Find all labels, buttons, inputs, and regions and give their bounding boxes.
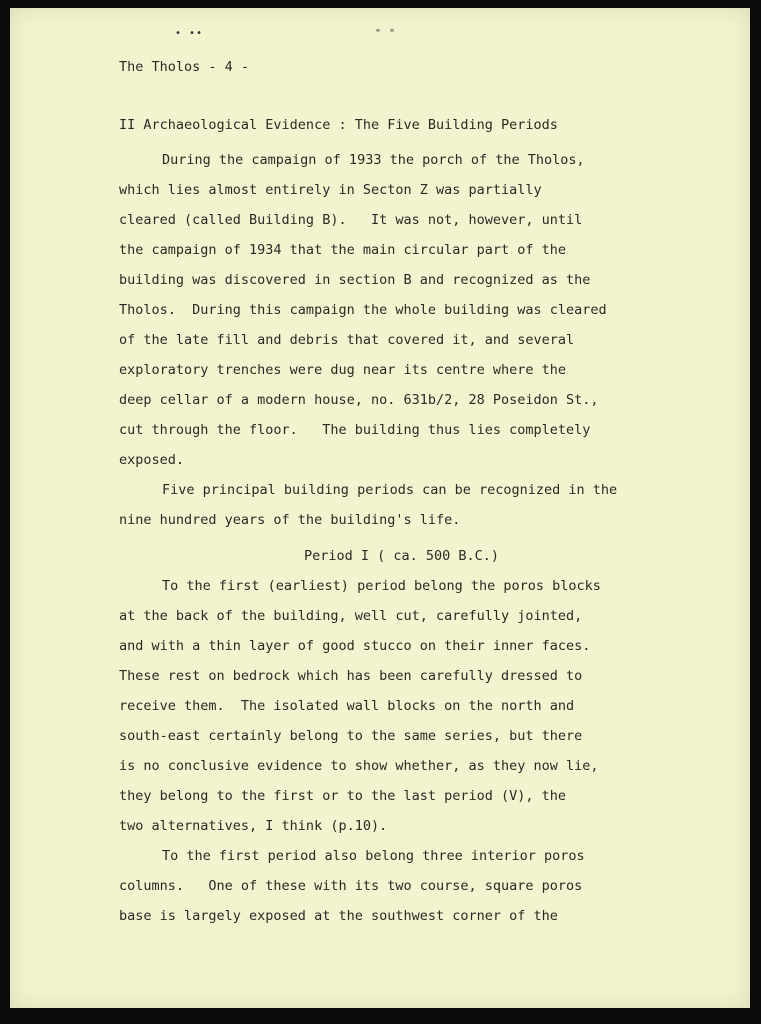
period-heading: Period I ( ca. 500 B.C.) bbox=[304, 548, 500, 564]
text-line: the campaign of 1934 that the main circular part of the bbox=[119, 242, 567, 258]
text-line: at the back of the building, well cut, carefully jointed, bbox=[119, 608, 583, 624]
text-line: receive them. The isolated wall blocks on the north and bbox=[119, 698, 575, 714]
typed-page bbox=[10, 8, 750, 1008]
text-line: To the first (earliest) period belong the poros blocks bbox=[162, 578, 601, 594]
text-line: These rest on bedrock which has been carefully dressed to bbox=[119, 668, 583, 684]
text-line: base is largely exposed at the southwest corner of the bbox=[119, 908, 558, 924]
text-line: cleared (called Building B). It was not, however, until bbox=[119, 212, 583, 228]
text-line: exploratory trenches were dug near its centre where the bbox=[119, 362, 567, 378]
text-line: exposed. bbox=[119, 452, 185, 468]
text-line: cut through the floor. The building thus lies completely bbox=[119, 422, 591, 438]
text-line: which lies almost entirely in Secton Z was partially bbox=[119, 182, 542, 198]
text-line: they belong to the first or to the last period (V), the bbox=[119, 788, 567, 804]
text-line: columns. One of these with its two course, square poros bbox=[119, 878, 583, 894]
top-right-marks: " " bbox=[375, 28, 397, 39]
text-line: and with a thin layer of good stucco on their inner faces. bbox=[119, 638, 591, 654]
text-line: is no conclusive evidence to show whether, as they now lie, bbox=[119, 758, 599, 774]
document-body bbox=[119, 145, 719, 931]
text-line: of the late fill and debris that covered it, and several bbox=[119, 332, 575, 348]
page-header: The Tholos - 4 - bbox=[119, 59, 250, 75]
text-line: deep cellar of a modern house, no. 631b/2, 28 Poseidon St., bbox=[119, 392, 599, 408]
top-left-marks: • •• bbox=[175, 28, 204, 39]
text-line: building was discovered in section B and recognized as the bbox=[119, 272, 591, 288]
text-line: nine hundred years of the building's life. bbox=[119, 512, 461, 528]
text-line: To the first period also belong three interior poros bbox=[162, 848, 585, 864]
text-line: south-east certainly belong to the same series, but there bbox=[119, 728, 583, 744]
text-line: two alternatives, I think (p.10). bbox=[119, 818, 388, 834]
text-line: Tholos. During this campaign the whole building was cleared bbox=[119, 302, 607, 318]
section-title: II Archaeological Evidence : The Five Building Periods bbox=[119, 117, 558, 133]
text-line: During the campaign of 1933 the porch of the Tholos, bbox=[162, 152, 585, 168]
text-line: Five principal building periods can be recognized in the bbox=[162, 482, 618, 498]
